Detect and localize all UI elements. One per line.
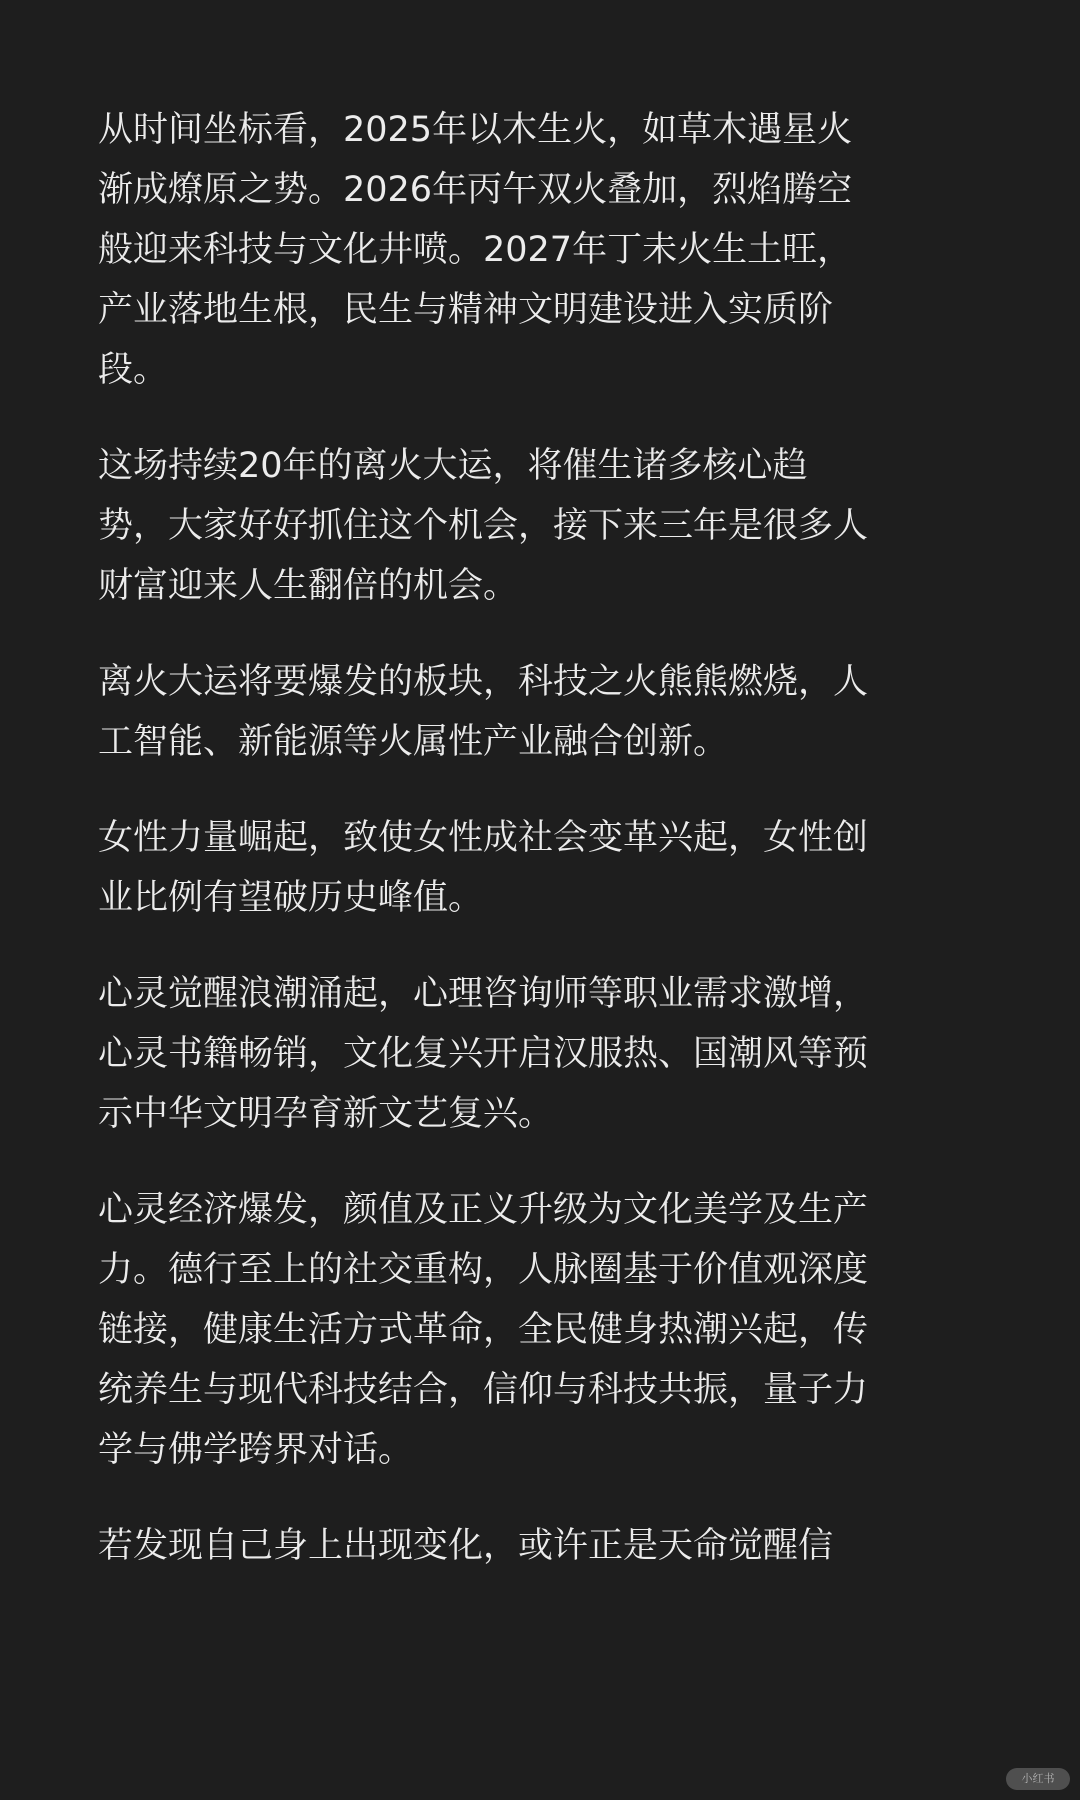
paragraph-4 [98, 808, 998, 928]
text-line: 势，大家好好抓住这个机会，接下来三年是很多人 [98, 506, 869, 546]
text-line: 链接，健康生活方式革命，全民健身热潮兴起，传 [98, 1310, 869, 1350]
paragraph-3 [98, 652, 998, 772]
text-line: 这场持续20年的离火大运，将催生诸多核心趋 [98, 446, 808, 486]
text-line: 学与佛学跨界对话。 [98, 1430, 414, 1470]
watermark-logo: 小红书 [1006, 1768, 1070, 1790]
paragraph-5 [98, 964, 998, 1144]
text-line: 心灵觉醒浪潮涌起，心理咨询师等职业需求激增， [98, 974, 869, 1014]
paragraph-6 [98, 1180, 998, 1480]
text-line: 业比例有望破历史峰值。 [98, 878, 484, 918]
text-line: 段。 [98, 350, 169, 390]
text-line: 工智能、新能源等火属性产业融合创新。 [98, 722, 729, 762]
paragraph-2 [98, 436, 998, 616]
text-line: 心灵书籍畅销，文化复兴开启汉服热、国潮风等预 [98, 1034, 869, 1074]
text-line: 产业落地生根，民生与精神文明建设进入实质阶 [98, 290, 834, 330]
paragraph-7 [98, 1516, 998, 1576]
text-line: 渐成燎原之势。2026年丙午双火叠加，烈焰腾空 [98, 170, 853, 210]
text-line: 从时间坐标看，2025年以木生火，如草木遇星火 [98, 110, 853, 150]
text-line: 离火大运将要爆发的板块，科技之火熊熊燃烧，人 [98, 662, 869, 702]
text-line: 财富迎来人生翻倍的机会。 [98, 566, 519, 606]
text-line: 心灵经济爆发，颜值及正义升级为文化美学及生产 [98, 1190, 869, 1230]
text-line: 女性力量崛起，致使女性成社会变革兴起，女性创 [98, 818, 869, 858]
text-line: 统养生与现代科技结合，信仰与科技共振，量子力 [98, 1370, 869, 1410]
paragraph-1 [98, 100, 998, 400]
text-line: 般迎来科技与文化井喷。2027年丁未火生土旺， [98, 230, 853, 270]
text-line: 若发现自己身上出现变化，或许正是天命觉醒信 [98, 1526, 834, 1566]
text-line: 力。德行至上的社交重构，人脉圈基于价值观深度 [98, 1250, 869, 1290]
text-line: 示中华文明孕育新文艺复兴。 [98, 1094, 554, 1134]
article-body [98, 100, 998, 1612]
